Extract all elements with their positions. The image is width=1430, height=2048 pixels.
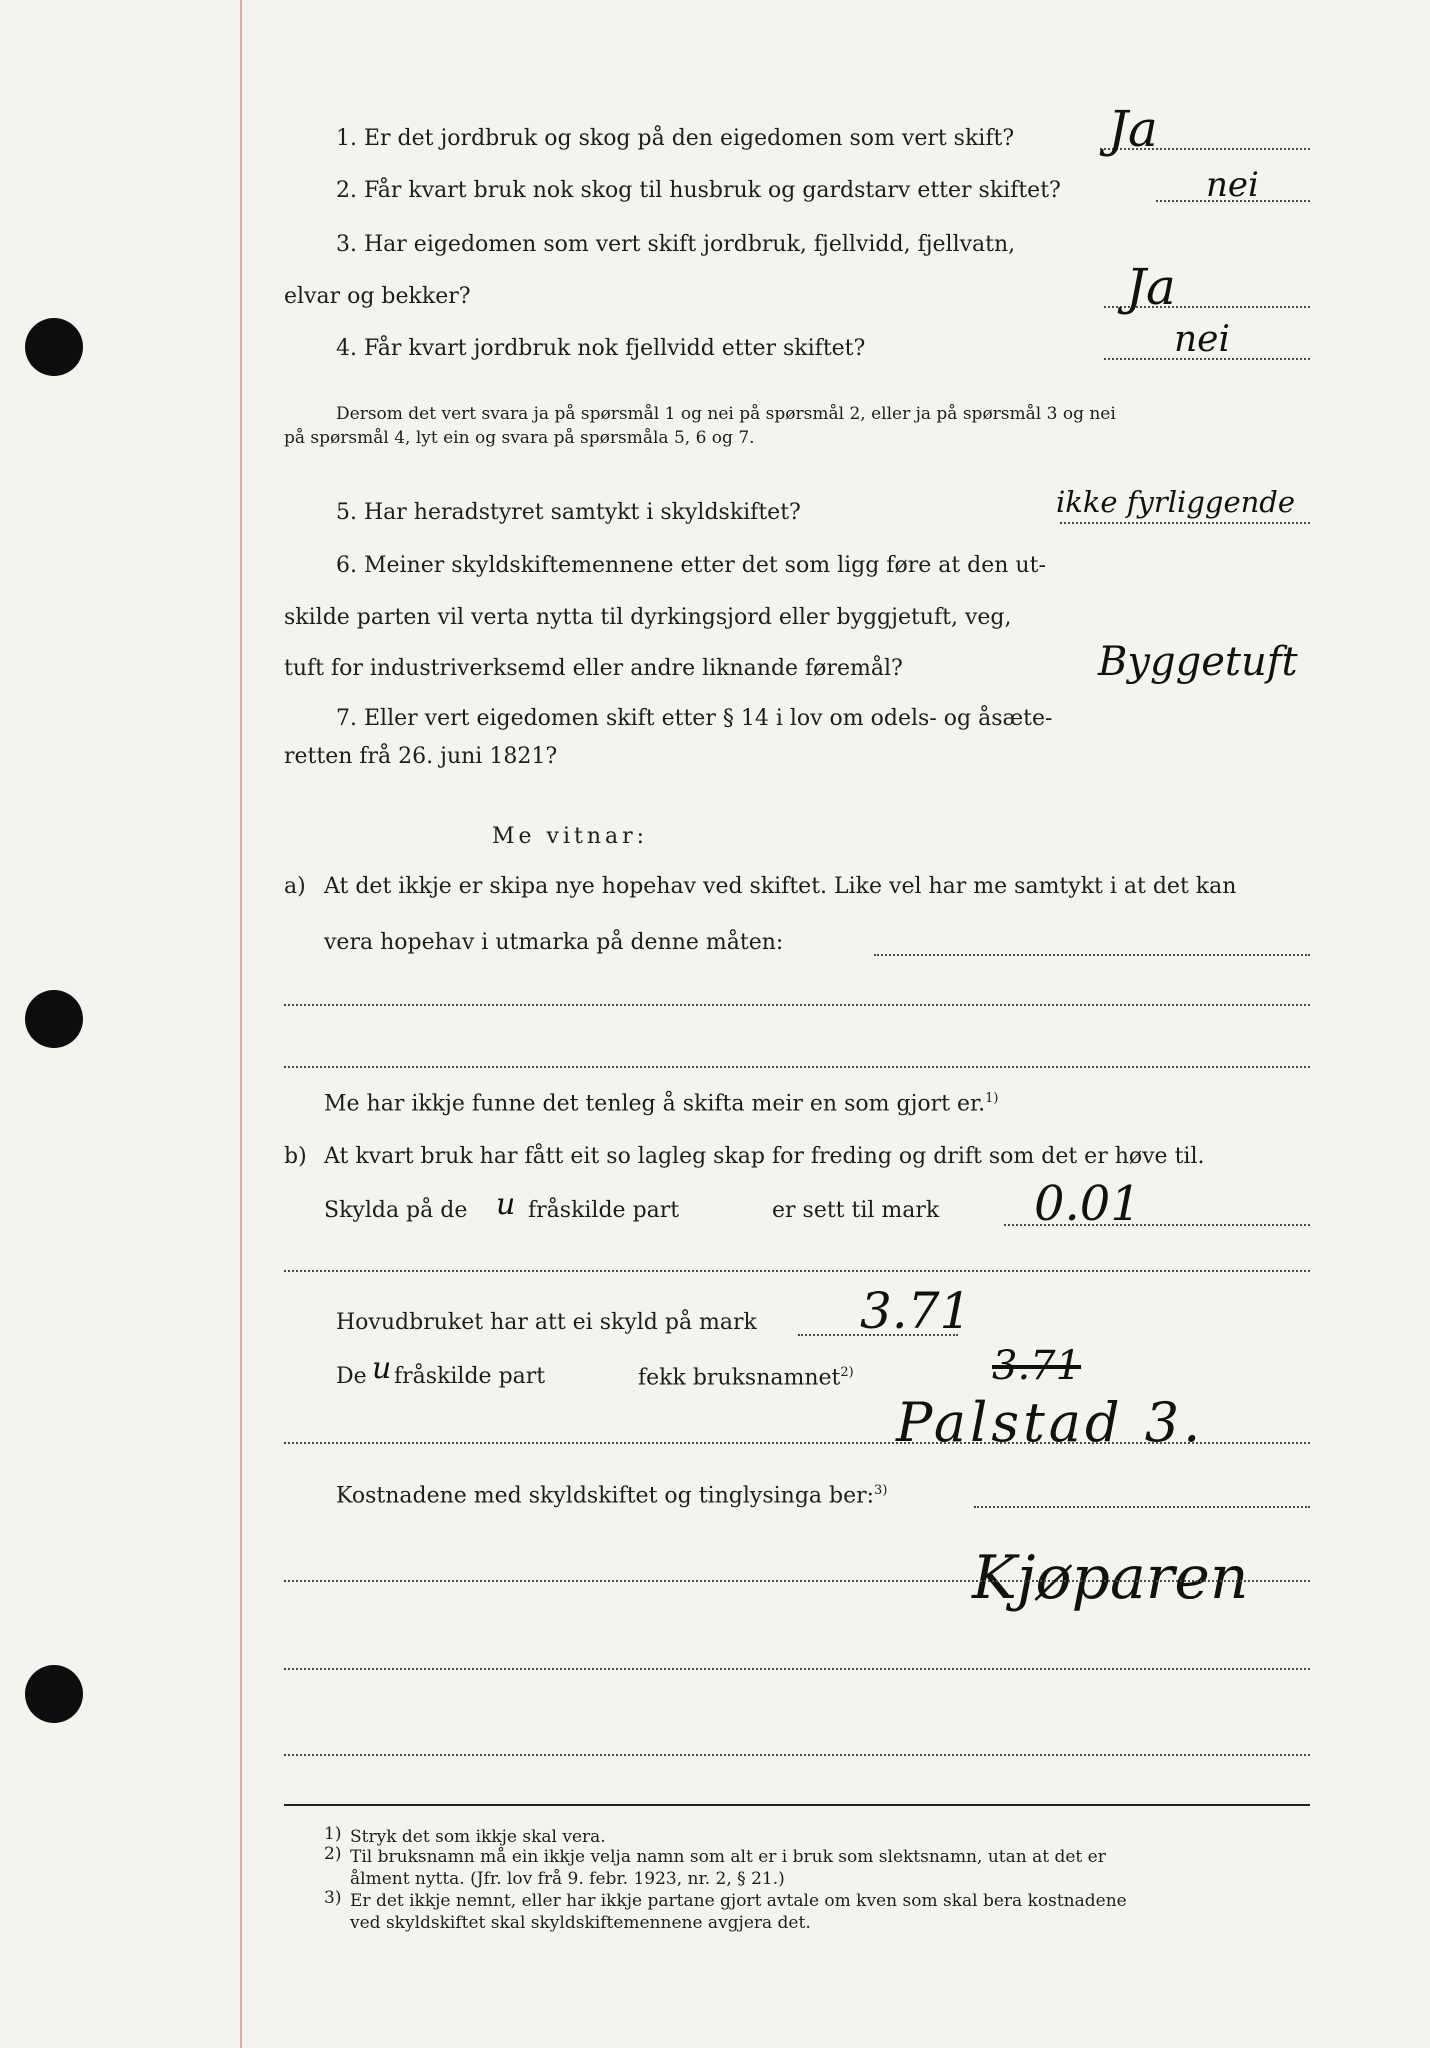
question-6-line-1: 6. Meiner skyldskiftemennene etter det som ligg føre at den ut-: [336, 553, 1046, 578]
question-3-line-1: 3. Har eigedomen som vert skift jordbruk, fjellvidd, fjellvatn,: [336, 232, 1016, 257]
question-7-line-1: 7. Eller vert eigedomen skift etter § 14 i lov om odels- og åsæte-: [336, 706, 1053, 731]
blank-line: [284, 1668, 1310, 1670]
skylda-value-handwritten: 0.01: [1034, 1176, 1141, 1232]
answer-4-handwritten: nei: [1174, 319, 1231, 360]
question-3-line-2: elvar og bekker?: [284, 284, 471, 309]
hopehav-line: [874, 954, 1310, 956]
footnote-mark-1: 1): [324, 1824, 342, 1844]
witness-no-more-text: Me har ikkje funne det tenleg å skifta meir en som gjort er.: [324, 1091, 986, 1117]
footnote-3-line-2: ved skyldskiftet skal skyldskiftemennene avgjera det.: [350, 1913, 811, 1933]
answer-3-handwritten: Ja: [1126, 258, 1176, 316]
bruksnamn-prefix: De: [336, 1364, 367, 1389]
bruksnamn-answer-line: [284, 1442, 1310, 1444]
footnote-2-line-1: Til bruksnamn må ein ikkje velja namn som alt er i bruk som slektsnamn, utan at det er: [350, 1847, 1106, 1867]
witness-heading: Me vitnar:: [492, 824, 649, 849]
footnote-2-line-2: ålment nytta. (Jfr. lov frå 9. febr. 1923, nr. 2, § 21.): [350, 1869, 785, 1889]
footnote-divider: [284, 1804, 1310, 1806]
witness-a-label: a): [284, 874, 306, 899]
question-5: 5. Har heradstyret samtykt i skyldskiftet?: [336, 500, 801, 525]
witness-b-label: b): [284, 1144, 307, 1169]
red-margin-line: [240, 0, 242, 2048]
answer-5-handwritten: ikke fyrliggende: [1056, 485, 1296, 519]
kostnader-label: [336, 1484, 887, 1507]
bruksnamn-middle: fråskilde part: [394, 1364, 546, 1389]
question-6-line-2: skilde parten vil verta nytta til dyrkingsjord eller byggjetuft, veg,: [284, 605, 1012, 630]
instruction-note-line-2: på spørsmål 4, lyt ein og svara på spørsmåla 5, 6 og 7.: [284, 428, 755, 448]
hovudbruk-text: Hovudbruket har att ei skyld på mark: [336, 1310, 757, 1335]
witness-a-line-1: At det ikkje er skipa nye hopehav ved skiftet. Like vel har me samtykt i at det kan: [324, 874, 1237, 899]
question-6-line-3: tuft for industriverksemd eller andre liknande føremål?: [284, 656, 903, 681]
footnote-ref-1: 1): [985, 1091, 999, 1106]
witness-a-line-2: vera hopehav i utmarka på denne måten:: [324, 930, 784, 955]
answer-2-handwritten: nei: [1206, 165, 1259, 205]
witness-no-more: [324, 1092, 998, 1115]
punch-hole-icon: [25, 1665, 83, 1723]
punch-hole-icon: [25, 990, 83, 1048]
inserted-u-handwritten: u: [372, 1351, 392, 1386]
witness-b-line-1: At kvart bruk har fått eit so lagleg skap for freding og drift som det er høve til.: [324, 1144, 1205, 1169]
footnote-ref-3: 3): [874, 1483, 888, 1498]
hovudbruk-value-handwritten: 3.71: [860, 1282, 972, 1340]
punch-hole-icon: [25, 318, 83, 376]
footnote-mark-3: 3): [324, 1888, 342, 1908]
struck-value-handwritten: 3.71: [992, 1343, 1082, 1389]
skylda-prefix: Skylda på de: [324, 1198, 468, 1223]
blank-line: [284, 1270, 1310, 1272]
question-1: 1. Er det jordbruk og skog på den eigedomen som vert skift?: [336, 126, 1015, 151]
hopehav-line: [284, 1066, 1310, 1068]
question-4: 4. Får kvart jordbruk nok fjellvidd etter skiftet?: [336, 336, 866, 361]
question-7-line-2: retten frå 26. juni 1821?: [284, 744, 558, 769]
bruksnamn-label-text: fekk bruksnamnet: [638, 1365, 841, 1391]
blank-line: [284, 1754, 1310, 1756]
answer-1-handwritten: Ja: [1108, 100, 1158, 158]
footnote-3-line-1: Er det ikkje nemnt, eller har ikkje partane gjort avtale om kven som skal bera kostnadene: [350, 1891, 1127, 1911]
inserted-u-handwritten: u: [496, 1187, 516, 1222]
skylda-suffix: er sett til mark: [772, 1198, 940, 1223]
bruksnamn-label: [638, 1366, 854, 1389]
kostnader-answer-line: [974, 1506, 1310, 1508]
kostnader-label-text: Kostnadene med skyldskiftet og tinglysinga ber:: [336, 1483, 875, 1509]
bruksnamn-handwritten: Palstad 3.: [896, 1391, 1205, 1454]
skylda-middle: fråskilde part: [528, 1198, 680, 1223]
footnote-ref-2: 2): [840, 1365, 854, 1380]
footnote-1: Stryk det som ikkje skal vera.: [350, 1827, 606, 1847]
kostnader-handwritten: Kjøparen: [972, 1543, 1249, 1613]
blank-line: [284, 1580, 1310, 1582]
answer-6-handwritten: Byggetuft: [1098, 639, 1298, 685]
instruction-note-line-1: Dersom det vert svara ja på spørsmål 1 og nei på spørsmål 2, eller ja på spørsmål 3 og nei: [336, 404, 1116, 424]
answer-line-5: [1060, 522, 1310, 524]
hopehav-line: [284, 1004, 1310, 1006]
question-2: 2. Får kvart bruk nok skog til husbruk og gardstarv etter skiftet?: [336, 178, 1061, 203]
footnote-mark-2: 2): [324, 1844, 342, 1864]
